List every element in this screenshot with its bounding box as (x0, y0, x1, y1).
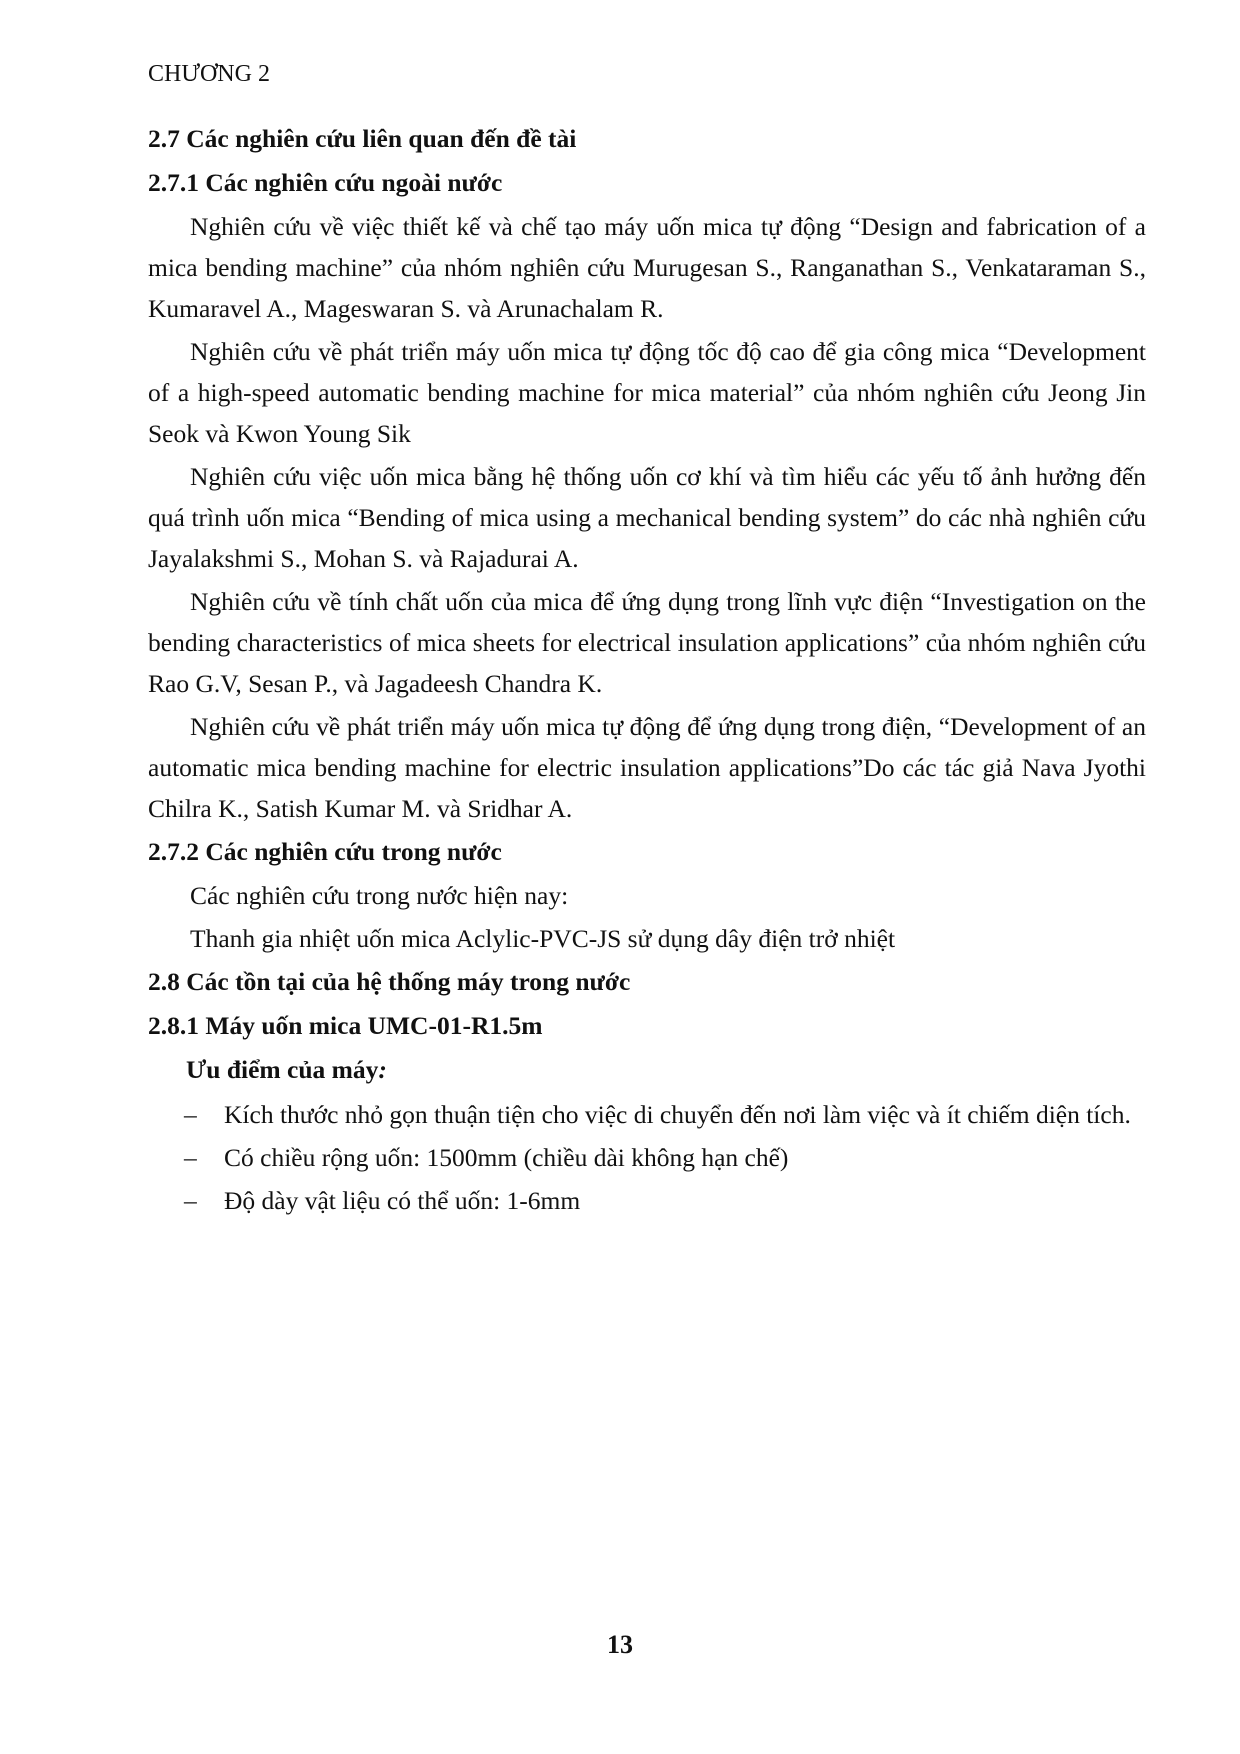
bullet-dash: – (184, 1186, 197, 1215)
list-item (148, 1180, 1146, 1221)
section-2-8-heading: 2.8 Các tồn tại của hệ thống máy trong nước (148, 967, 631, 996)
section-2-7-heading: 2.7 Các nghiên cứu liên quan đến đề tài (148, 124, 577, 153)
advantages-heading (148, 1049, 1146, 1090)
section-2-7-1-heading: 2.7.1 Các nghiên cứu ngoài nước (148, 168, 503, 197)
advantage-text: Có chiều rộng uốn: 1500mm (chiều dài không hạn chế) (224, 1143, 789, 1172)
list-item (148, 1094, 1146, 1135)
advantages-list (148, 1094, 1146, 1221)
paragraph-foreign-study-1: Nghiên cứu về việc thiết kế và chế tạo máy uốn mica tự động “Design and fabrication of a mica bending machine” của nhóm nghiên cứu Murugesan S., Ranganathan S., Venkataraman S., Kumaravel A., Mageswaran S. và Arunachalam R. (148, 212, 1146, 323)
advantage-text: Kích thước nhỏ gọn thuận tiện cho việc di chuyển đến nơi làm việc và ít chiếm diện tích. (224, 1100, 1131, 1129)
bullet-dash: – (184, 1143, 197, 1172)
bullet-dash: – (184, 1100, 197, 1129)
advantages-heading-text: Ưu điểm của máy (186, 1055, 379, 1084)
advantages-heading-colon: : (378, 1055, 387, 1084)
domestic-study-item: Thanh gia nhiệt uốn mica Aclylic-PVC-JS sử dụng dây điện trở nhiệt (190, 924, 896, 953)
paragraph-foreign-study-4: Nghiên cứu về tính chất uốn của mica để ứng dụng trong lĩnh vực điện “Investigation on the bending characteristics of mica sheets for electrical insulation applications” của nhóm nghiên cứu Rao G.V, Sesan P., và Jagadeesh Chandra K. (148, 587, 1146, 698)
advantage-text: Độ dày vật liệu có thể uốn: 1-6mm (224, 1186, 581, 1215)
paragraph-foreign-study-3: Nghiên cứu việc uốn mica bằng hệ thống uốn cơ khí và tìm hiểu các yếu tố ảnh hưởng đến quá trình uốn mica “Bending of mica using a mechanical bending system” do các nhà nghiên cứu Jayalakshmi S., Mohan S. và Rajadurai A. (148, 462, 1146, 573)
domestic-study-intro: Các nghiên cứu trong nước hiện nay: (190, 881, 569, 910)
list-item (148, 1137, 1146, 1178)
chapter-header: CHƯƠNG 2 (148, 61, 270, 87)
paragraph-foreign-study-5: Nghiên cứu về phát triển máy uốn mica tự động để ứng dụng trong điện, “Development of an automatic mica bending machine for electric insulation applications”Do các tác giả Nava Jyothi Chilra K., Satish Kumar M. và Sridhar A. (148, 712, 1146, 823)
document-body (148, 118, 1146, 1223)
page-number: 13 (607, 1630, 633, 1659)
section-2-8-1-heading: 2.8.1 Máy uốn mica UMC-01-R1.5m (148, 1011, 543, 1040)
section-2-7-2-heading: 2.7.2 Các nghiên cứu trong nước (148, 837, 502, 866)
paragraph-foreign-study-2: Nghiên cứu về phát triển máy uốn mica tự động tốc độ cao để gia công mica “Development of a high-speed automatic bending machine for mica material” của nhóm nghiên cứu Jeong Jin Seok và Kwon Young Sik (148, 337, 1146, 448)
